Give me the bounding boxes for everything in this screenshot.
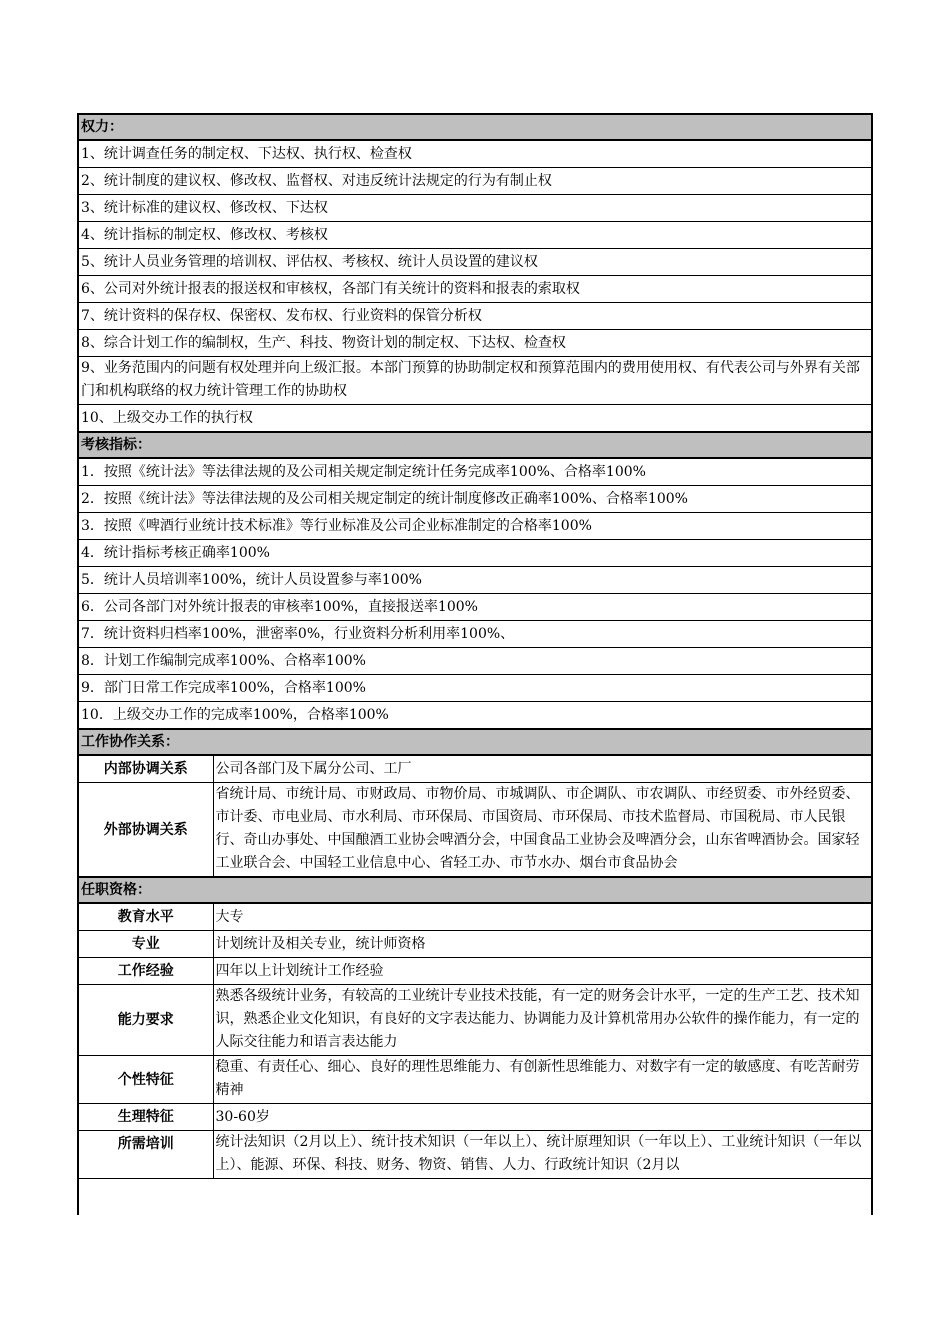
table-row — [79, 783, 871, 878]
list-item: 7．统计资料归档率100%，泄密率0%，行业资料分析利用率100%、 — [79, 621, 871, 648]
physical-value: 30-60岁 — [213, 1104, 871, 1131]
powers-section-header — [79, 115, 871, 140]
list-item: 9．部门日常工作完成率100%，合格率100% — [79, 675, 871, 702]
list-item: 1、统计调查任务的制定权、下达权、执行权、检查权 — [79, 140, 871, 168]
internal-coordination-label: 内部协调关系 — [79, 755, 213, 783]
major-value: 计划统计及相关专业，统计师资格 — [213, 931, 871, 958]
external-coordination-label: 外部协调关系 — [79, 783, 213, 878]
ability-label: 能力要求 — [79, 985, 213, 1056]
cooperation-heading: 工作协作关系： — [79, 729, 871, 755]
list-item: 2、统计制度的建议权、修改权、监督权、对违反统计法规定的行为有制止权 — [79, 168, 871, 195]
physical-label: 生理特征 — [79, 1104, 213, 1131]
list-item: 8．计划工作编制完成率100%、合格率100% — [79, 648, 871, 675]
experience-label: 工作经验 — [79, 958, 213, 985]
list-item: 5、统计人员业务管理的培训权、评估权、考核权、统计人员设置的建议权 — [79, 249, 871, 276]
experience-value: 四年以上计划统计工作经验 — [213, 958, 871, 985]
training-label: 所需培训 — [79, 1131, 213, 1179]
cooperation-section-header — [79, 729, 871, 755]
list-item: 3．按照《啤酒行业统计技术标准》等行业标准及公司企业标准制定的合格率100% — [79, 513, 871, 540]
qualifications-heading: 任职资格： — [79, 877, 871, 903]
education-value: 大专 — [213, 903, 871, 931]
education-label: 教育水平 — [79, 903, 213, 931]
list-item: 5．统计人员培训率100%，统计人员设置参与率100% — [79, 567, 871, 594]
external-coordination-value: 省统计局、市统计局、市财政局、市物价局、市城调队、市企调队、市农调队、市经贸委、市外经贸委、市计委、市电业局、市水利局、市环保局、市国资局、市环保局、市技术监督局、市国税局、市人民银行、奇山办事处、中国酿酒工业协会啤酒分会，中国食品工业协会及啤酒分会，山东省啤酒协会。国家轻工业联合会、中国轻工业信息中心、省轻工办、市节水办、烟台市食品协会 — [213, 783, 871, 878]
major-label: 专业 — [79, 931, 213, 958]
table-row — [79, 931, 871, 958]
list-item: 10、上级交办工作的执行权 — [79, 405, 871, 433]
job-description-sheet — [77, 113, 873, 1215]
personality-label: 个性特征 — [79, 1056, 213, 1104]
table-row — [79, 958, 871, 985]
list-item: 10．上级交办工作的完成率100%，合格率100% — [79, 702, 871, 730]
list-item: 1．按照《统计法》等法律法规的及公司相关规定制定统计任务完成率100%、合格率100% — [79, 458, 871, 486]
kpis-heading: 考核指标： — [79, 432, 871, 458]
list-item: 9、业务范围内的问题有权处理并向上级汇报。本部门预算的协助制定权和预算范围内的费用使用权、有代表公司与外界有关部门和机构联络的权力统计管理工作的协助权 — [79, 357, 871, 405]
kpis-section-header — [79, 432, 871, 458]
list-item: 6、公司对外统计报表的报送权和审核权，各部门有关统计的资料和报表的索取权 — [79, 276, 871, 303]
table-row — [79, 985, 871, 1056]
qualifications-section-header — [79, 877, 871, 903]
list-item: 4．统计指标考核正确率100% — [79, 540, 871, 567]
job-description-table — [79, 115, 871, 1179]
list-item: 2．按照《统计法》等法律法规的及公司相关规定制定的统计制度修改正确率100%、合格率100% — [79, 486, 871, 513]
table-row — [79, 903, 871, 931]
training-value: 统计法知识（2月以上）、统计技术知识（一年以上）、统计原理知识（一年以上）、工业统计知识（一年以上）、能源、环保、科技、财务、物资、销售、人力、行政统计知识（2月以 — [213, 1131, 871, 1179]
ability-value: 熟悉各级统计业务，有较高的工业统计专业技术技能，有一定的财务会计水平，一定的生产工艺、技术知识，熟悉企业文化知识，有良好的文字表达能力、协调能力及计算机常用办公软件的操作能力，有一定的人际交往能力和语言表达能力 — [213, 985, 871, 1056]
table-row — [79, 1104, 871, 1131]
table-row — [79, 755, 871, 783]
internal-coordination-value: 公司各部门及下属分公司、工厂 — [213, 755, 871, 783]
table-row — [79, 1056, 871, 1104]
list-item: 6．公司各部门对外统计报表的审核率100%，直接报送率100% — [79, 594, 871, 621]
powers-heading: 权力： — [79, 115, 871, 140]
list-item: 8、综合计划工作的编制权，生产、科技、物资计划的制定权、下达权、检查权 — [79, 330, 871, 357]
personality-value: 稳重、有责任心、细心、良好的理性思维能力、有创新性思维能力、对数字有一定的敏感度、有吃苦耐劳精神 — [213, 1056, 871, 1104]
list-item: 4、统计指标的制定权、修改权、考核权 — [79, 222, 871, 249]
list-item: 7、统计资料的保存权、保密权、发布权、行业资料的保管分析权 — [79, 303, 871, 330]
list-item: 3、统计标准的建议权、修改权、下达权 — [79, 195, 871, 222]
table-row — [79, 1131, 871, 1179]
